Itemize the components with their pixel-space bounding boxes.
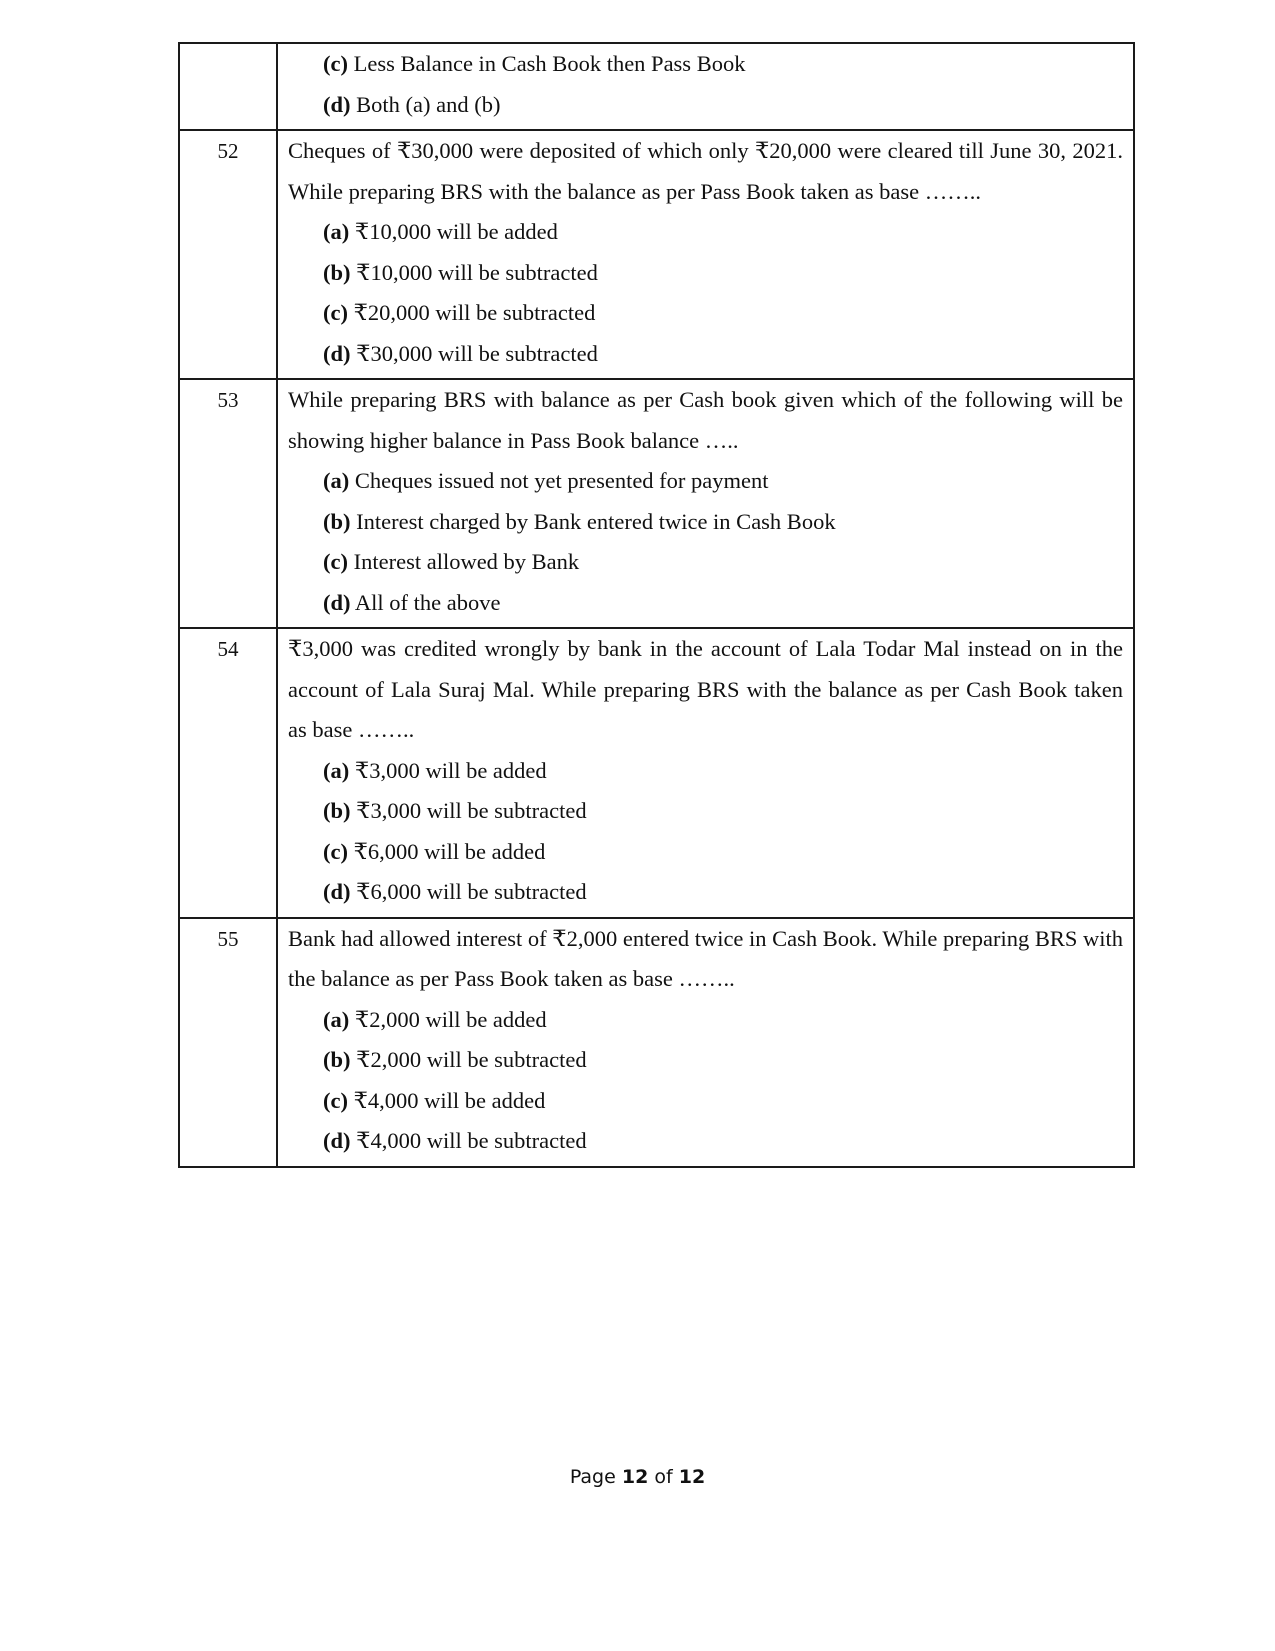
option-a bbox=[288, 751, 1123, 792]
page-footer bbox=[0, 1466, 1275, 1488]
option-a bbox=[288, 461, 1123, 502]
option-label: (a) bbox=[323, 219, 350, 244]
option-a bbox=[288, 212, 1123, 253]
option-label: (d) bbox=[323, 1128, 351, 1153]
question-cell bbox=[277, 43, 1134, 130]
option-text: ₹4,000 will be added bbox=[353, 1087, 546, 1113]
question-row-53 bbox=[179, 379, 1134, 628]
question-cell bbox=[277, 130, 1134, 379]
option-label: (a) bbox=[323, 1006, 350, 1032]
question-number: 53 bbox=[179, 379, 277, 628]
option-label: (b) bbox=[323, 1047, 351, 1072]
question-row-52 bbox=[179, 130, 1134, 379]
question-text: ₹3,000 was credited wrongly by bank in the account of Lala Todar Mal instead on in the account of Lala Suraj Mal. While preparing BRS with the balance as per Cash Book taken as base …….. bbox=[288, 636, 1123, 742]
option-label: (a) bbox=[323, 757, 350, 783]
option-b bbox=[288, 502, 1123, 543]
option-text: Interest allowed by Bank bbox=[353, 549, 580, 574]
option-label: (b) bbox=[323, 508, 351, 534]
option-d bbox=[288, 85, 1123, 126]
option-text: ₹3,000 will be subtracted bbox=[356, 798, 587, 823]
question-row-55 bbox=[179, 918, 1134, 1167]
question-row-54 bbox=[179, 628, 1134, 918]
option-label: (c) bbox=[323, 300, 348, 325]
option-label: (c) bbox=[323, 1087, 348, 1113]
option-label: (c) bbox=[323, 549, 348, 574]
option-label: (d) bbox=[323, 91, 351, 117]
option-c bbox=[288, 1081, 1123, 1122]
option-c bbox=[288, 293, 1123, 334]
option-label: (a) bbox=[323, 468, 350, 493]
option-c bbox=[288, 832, 1123, 873]
page-of: of bbox=[654, 1466, 673, 1488]
option-b bbox=[288, 791, 1123, 832]
option-text: ₹6,000 will be added bbox=[353, 838, 546, 864]
question-number: 55 bbox=[179, 918, 277, 1167]
option-b bbox=[288, 253, 1123, 294]
continuation-row bbox=[179, 43, 1134, 130]
question-number-cell bbox=[179, 43, 277, 130]
page-label: Page bbox=[569, 1466, 616, 1488]
option-text: ₹30,000 will be subtracted bbox=[356, 340, 598, 366]
option-text: ₹3,000 will be added bbox=[354, 757, 547, 783]
option-d bbox=[288, 583, 1123, 624]
option-d bbox=[288, 1121, 1123, 1162]
option-text: Cheques issued not yet presented for payment bbox=[354, 468, 769, 493]
option-text: Interest charged by Bank entered twice in Cash Book bbox=[356, 508, 836, 534]
option-text: ₹2,000 will be subtracted bbox=[356, 1047, 587, 1072]
option-label: (c) bbox=[323, 51, 348, 76]
question-cell bbox=[277, 918, 1134, 1167]
option-d bbox=[288, 872, 1123, 913]
option-text: Less Balance in Cash Book then Pass Book bbox=[353, 51, 746, 76]
option-a bbox=[288, 1000, 1123, 1041]
question-number: 52 bbox=[179, 130, 277, 379]
option-text: ₹10,000 will be subtracted bbox=[356, 259, 598, 285]
option-label: (b) bbox=[323, 798, 351, 823]
option-label: (c) bbox=[323, 838, 348, 864]
question-table bbox=[178, 42, 1135, 1168]
option-text: All of the above bbox=[354, 589, 501, 615]
option-label: (b) bbox=[323, 259, 351, 285]
option-text: ₹10,000 will be added bbox=[354, 219, 558, 244]
option-c bbox=[288, 542, 1123, 583]
option-label: (d) bbox=[323, 879, 351, 904]
option-b bbox=[288, 1040, 1123, 1081]
option-text: ₹6,000 will be subtracted bbox=[356, 879, 587, 904]
option-c bbox=[288, 44, 1123, 85]
option-label: (d) bbox=[323, 589, 351, 615]
option-d bbox=[288, 334, 1123, 375]
question-text: Cheques of ₹30,000 were deposited of which only ₹20,000 were cleared till June 30, 2021. While preparing BRS with the balance as per Pass Book taken as base …….. bbox=[288, 138, 1123, 204]
question-text: While preparing BRS with balance as per Cash book given which of the following will be showing higher balance in Pass Book balance ….. bbox=[288, 387, 1123, 453]
question-number: 54 bbox=[179, 628, 277, 918]
question-cell bbox=[277, 379, 1134, 628]
option-text: ₹2,000 will be added bbox=[354, 1006, 547, 1032]
option-text: Both (a) and (b) bbox=[356, 91, 501, 117]
current-page: 12 bbox=[621, 1466, 649, 1488]
option-label: (d) bbox=[323, 340, 351, 366]
total-pages: 12 bbox=[678, 1466, 706, 1488]
question-text: Bank had allowed interest of ₹2,000 entered twice in Cash Book. While preparing BRS with the balance as per Pass Book taken as base …….. bbox=[288, 925, 1123, 991]
option-text: ₹20,000 will be subtracted bbox=[353, 300, 596, 325]
option-text: ₹4,000 will be subtracted bbox=[356, 1128, 587, 1153]
question-cell bbox=[277, 628, 1134, 918]
